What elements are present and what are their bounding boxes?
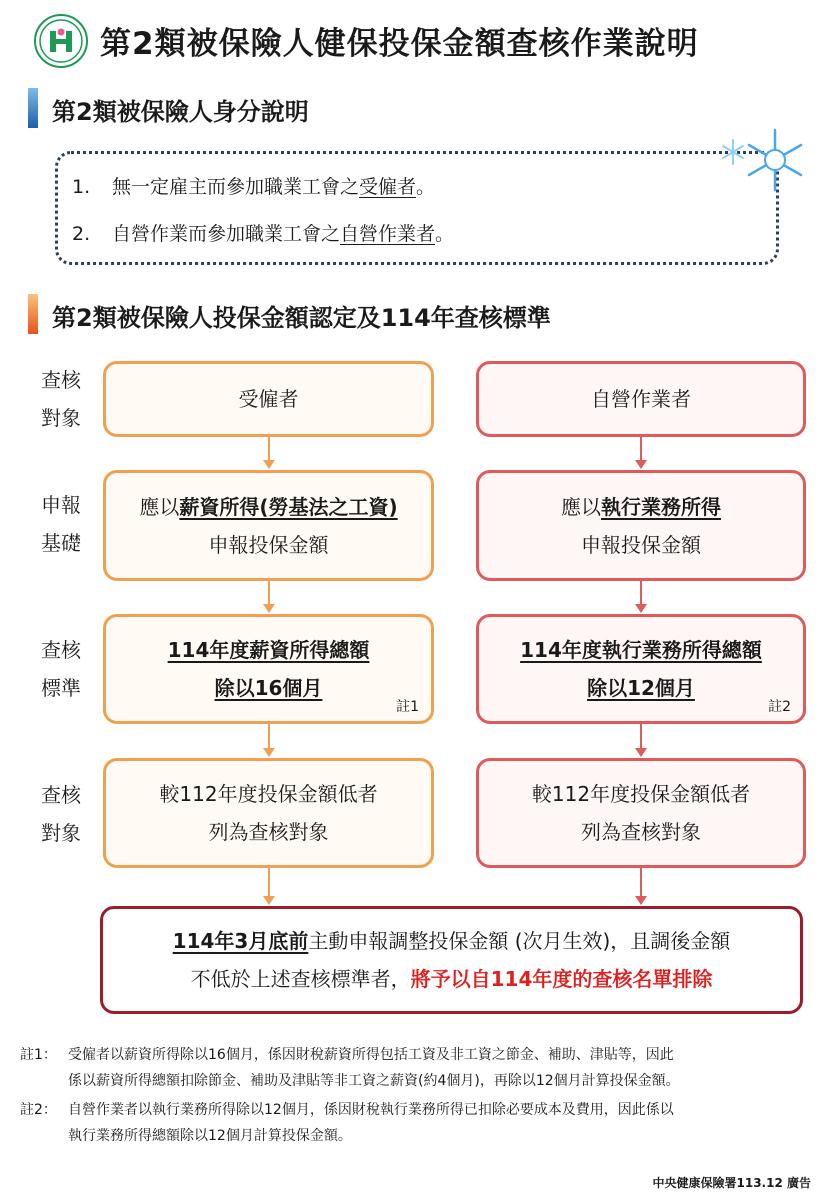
note-ref: 註2: [768, 699, 791, 715]
footnote-1: 註1： 受僱者以薪資所得除以16個月，係因財稅薪資所得包括工資及非工資之節金、補助、津貼等，因此 係以薪資所得總額扣除節金、補助及津貼等非工資之薪資(約4個月)，再除以12個月計算投保金額。: [20, 1047, 680, 1089]
arrow-down-icon: [640, 437, 642, 470]
snowflake-icon: [715, 120, 815, 204]
section-title: 第2類被保險人身分說明: [52, 98, 309, 126]
section-bar: [28, 88, 38, 128]
right-review-box: 較112年度投保金額低者 列為查核對象: [476, 758, 806, 868]
note-ref: 註1: [396, 699, 419, 715]
arrow-down-icon: [640, 581, 642, 614]
row-label-target: 查核 對象: [41, 368, 81, 430]
item-text: 自營作業而參加職業工會之: [112, 223, 341, 245]
item-emphasis: 自營作業者: [340, 223, 436, 245]
identity-item-1: [72, 172, 435, 199]
section-bar: [28, 294, 38, 334]
left-standard-box: 114年度薪資所得總額 除以16個月 註1: [103, 614, 434, 724]
publisher-credit: 中央健康保險署113.12 廣告: [652, 1176, 811, 1190]
arrow-down-icon: [640, 724, 642, 758]
item-text: 無一定雇主而參加職業工會之: [112, 176, 360, 198]
row-label-basis: 申報 基礎: [41, 493, 81, 555]
arrow-down-icon: [268, 724, 270, 758]
right-standard-box: 114年度執行業務所得總額 除以12個月 註2: [476, 614, 806, 724]
final-line-2: 不低於上述查核標準者，: [190, 967, 411, 991]
item-suffix: 。: [416, 176, 436, 198]
identity-item-2: [72, 219, 454, 246]
page-title: 第2類被保險人健保投保金額查核作業說明: [100, 26, 699, 62]
item-suffix: 。: [435, 223, 455, 245]
left-review-box: 較112年度投保金額低者 列為查核對象: [103, 758, 434, 868]
right-target-box: 自營作業者: [476, 361, 806, 437]
footnote-2: 註2： 自營作業者以執行業務所得除以12個月，係因財稅執行業務所得已扣除必要成本及費用，因此係以 執行業務所得總額除以12個月計算投保金額。: [20, 1102, 674, 1144]
arrow-down-icon: [268, 581, 270, 614]
row-label-standard: 查核 標準: [41, 638, 81, 700]
right-basis-box: 應以執行業務所得 申報投保金額: [476, 470, 806, 581]
item-emphasis: 受僱者: [359, 176, 417, 198]
section-title: 第2類被保險人投保金額認定及114年查核標準: [52, 304, 551, 332]
exclusion-box: [100, 906, 803, 1014]
arrow-down-icon: [640, 868, 642, 906]
final-line-1: 主動申報調整投保金額 (次月生效)，且調後金額: [308, 929, 731, 953]
row-label-review: 查核 對象: [41, 783, 81, 845]
identity-box: [55, 151, 779, 265]
arrow-down-icon: [268, 868, 270, 906]
item-number: 1.: [72, 176, 91, 198]
arrow-down-icon: [268, 437, 270, 470]
left-target-box: 受僱者: [103, 361, 434, 437]
exclusion-highlight: 將予以自114年度的查核名單排除: [410, 967, 713, 991]
nhi-logo-icon: [34, 14, 88, 68]
left-basis-box: 應以薪資所得(勞基法之工資) 申報投保金額: [103, 470, 434, 581]
item-number: 2.: [72, 223, 91, 245]
deadline-text: 114年3月底前: [172, 929, 309, 953]
